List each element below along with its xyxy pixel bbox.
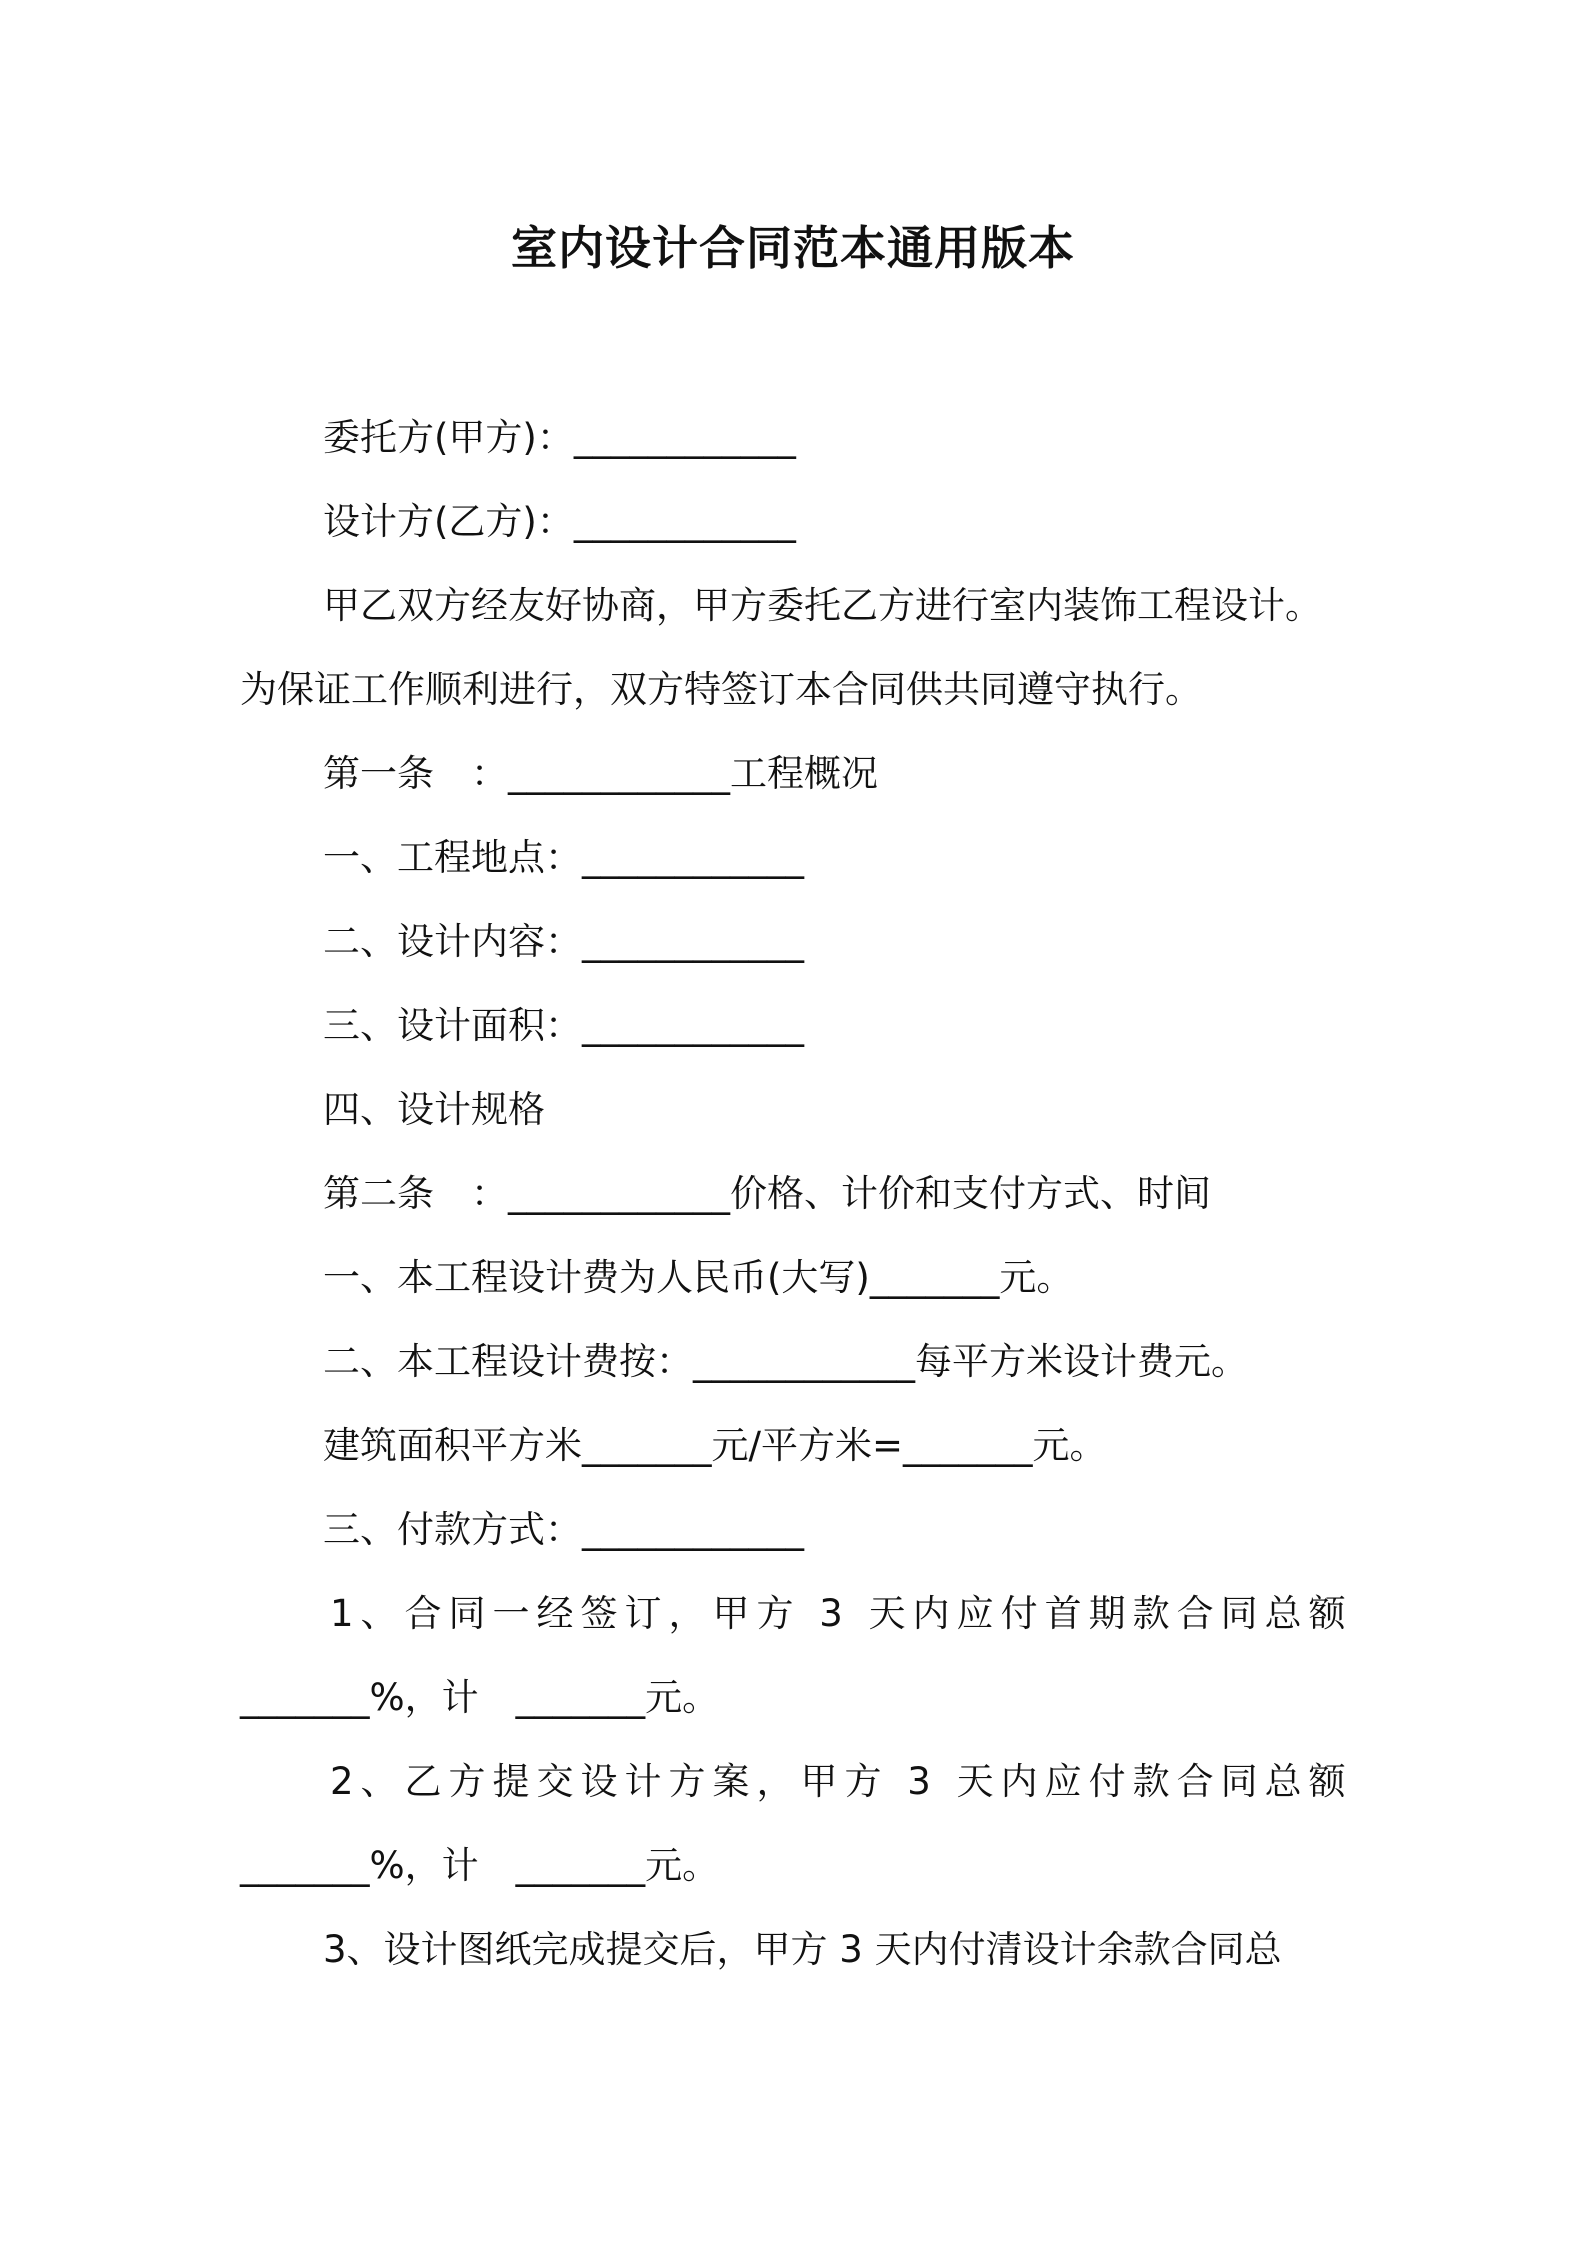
article-one-heading: 第一条 ：____________工程概况: [323, 752, 878, 795]
client-party-line: 委托方(甲方)：____________: [323, 416, 796, 459]
payment-item-3-line-1: 3、设计图纸完成提交后，甲方 3 天内付清设计余款合同总: [323, 1928, 1282, 1971]
article-two-heading: 第二条 ：____________价格、计价和支付方式、时间: [323, 1172, 1211, 1215]
design-area-line: 三、设计面积：____________: [323, 1004, 804, 1047]
design-fee-line: 一、本工程设计费为人民币(大写)_______元。: [323, 1256, 1074, 1299]
payment-item-2-line-2: _______%，计 _______元。: [240, 1844, 720, 1887]
payment-item-1-line-2: _______%，计 _______元。: [240, 1676, 720, 1719]
building-area-line: 建筑面积平方米_______元/平方米=_______元。: [323, 1424, 1107, 1467]
payment-method-line: 三、付款方式：____________: [323, 1508, 804, 1551]
fee-per-sqm-line: 二、本工程设计费按：____________每平方米设计费元。: [323, 1340, 1248, 1383]
preamble-line-2: 为保证工作顺利进行，双方特签订本合同供共同遵守执行。: [240, 668, 1202, 711]
preamble-line-1: 甲乙双方经友好协商，甲方委托乙方进行室内装饰工程设计。: [323, 584, 1322, 627]
document-title: 室内设计合同范本通用版本: [511, 221, 1075, 275]
project-location-line: 一、工程地点：____________: [323, 836, 804, 879]
payment-item-1-line-1: 1、合同一经签订，甲方 3 天内应付首期款合同总额: [330, 1592, 1353, 1635]
designer-party-line: 设计方(乙方)：____________: [323, 500, 796, 543]
design-content-line: 二、设计内容：____________: [323, 920, 804, 963]
design-spec-line: 四、设计规格: [323, 1088, 545, 1131]
payment-item-2-line-1: 2、乙方提交设计方案，甲方 3 天内应付款合同总额: [330, 1760, 1353, 1803]
